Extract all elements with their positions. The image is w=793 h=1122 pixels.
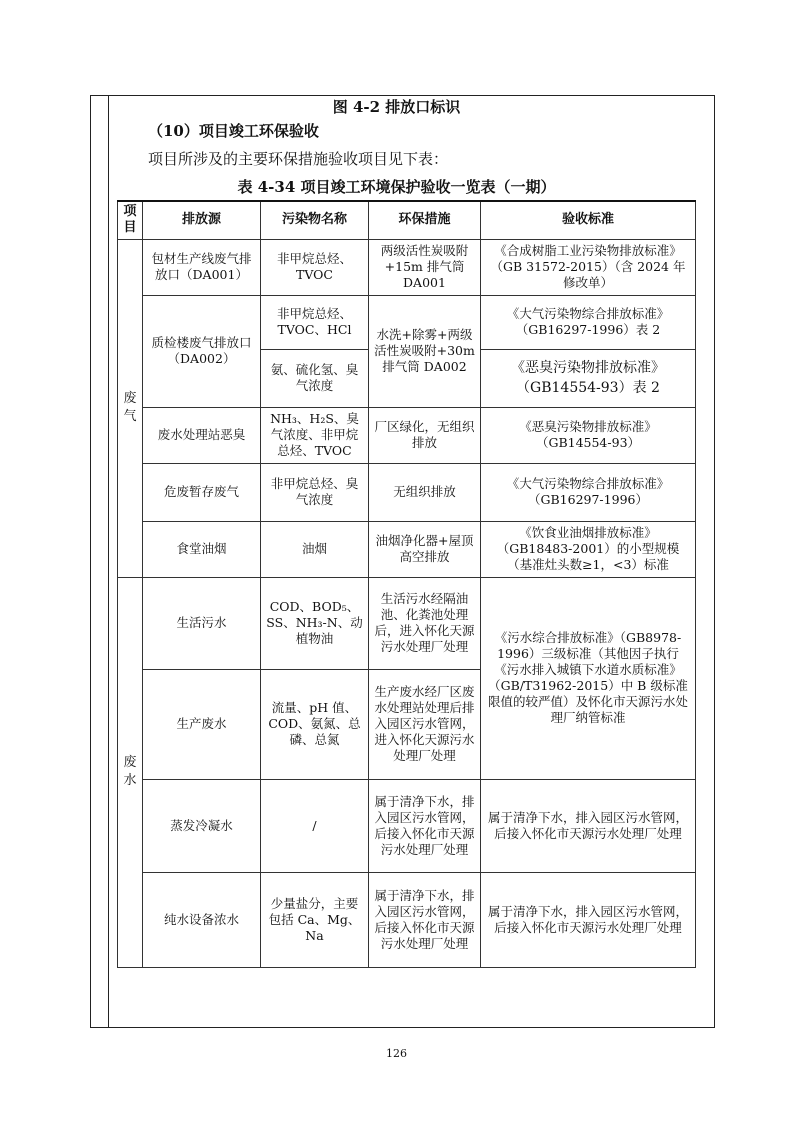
table-row [118, 577, 696, 669]
pollutant-cell: 流量、pH 值、COD、氨氮、总磷、总氮 [261, 669, 369, 779]
table-row [118, 872, 696, 967]
pollutant-cell: / [261, 779, 369, 872]
table-row [118, 295, 696, 349]
pollutant-cell: 少量盐分，主要包括 Ca、Mg、Na [261, 872, 369, 967]
pollutant-cell: 非甲烷总烃、TVOC [261, 239, 369, 295]
header-pollutant: 污染物名称 [261, 201, 369, 239]
measure-cell: 无组织排放 [369, 463, 481, 521]
standard-cell: 《饮食业油烟排放标准》（GB18483-2001）的小型规模（基准灶头数≥1，<3）标准 [481, 521, 696, 577]
table-row [118, 407, 696, 463]
measure-cell: 生活污水经隔油池、化粪池处理后，进入怀化天源污水处理厂处理 [369, 577, 481, 669]
measure-cell: 两级活性炭吸附+15m 排气筒 DA001 [369, 239, 481, 295]
intro-text: 项目所涉及的主要环保措施验收项目见下表： [148, 150, 449, 168]
measure-cell: 生产废水经厂区废水处理站处理后排入园区污水管网，进入怀化天源污水处理厂处理 [369, 669, 481, 779]
pollutant-cell: 非甲烷总烃、臭气浓度 [261, 463, 369, 521]
source-cell: 纯水设备浓水 [143, 872, 261, 967]
page-number: 126 [386, 1047, 407, 1060]
standard-cell: 《污水综合排放标准》（GB8978-1996）三级标准（其他因子执行《污水排入城镇下水道水质标准》（GB/T31962-2015）中 B 级标准限值的较严值）及怀化市天源污水处理厂纳管标准 [481, 577, 696, 779]
standard-cell: 《合成树脂工业污染物排放标准》（GB 31572-2015）（含 2024 年修改单） [481, 239, 696, 295]
standard-cell: 《大气污染物综合排放标准》（GB16297-1996） [481, 463, 696, 521]
source-cell: 蒸发冷凝水 [143, 779, 261, 872]
standard-cell: 《恶臭污染物排放标准》（GB14554-93）表 2 [481, 349, 696, 407]
category-cell: 废气 [118, 239, 143, 577]
measure-cell: 厂区绿化，无组织排放 [369, 407, 481, 463]
standard-cell: 《大气污染物综合排放标准》（GB16297-1996）表 2 [481, 295, 696, 349]
source-cell: 生活污水 [143, 577, 261, 669]
table-header-row [118, 201, 696, 239]
figure-caption: 图 4-2 排放口标识 [332, 98, 461, 116]
standard-cell: 属于清净下水，排入园区污水管网，后接入怀化市天源污水处理厂处理 [481, 872, 696, 967]
pollutant-cell: 非甲烷总烃、TVOC、HCl [261, 295, 369, 349]
table-row [118, 521, 696, 577]
table-row [118, 239, 696, 295]
table-caption: 表 4-34 项目竣工环境保护验收一览表（一期） [237, 178, 556, 196]
measure-cell: 水洗+除雾+两级活性炭吸附+30m 排气筒 DA002 [369, 295, 481, 407]
measure-cell: 油烟净化器+屋顶高空排放 [369, 521, 481, 577]
measure-cell: 属于清净下水，排入园区污水管网，后接入怀化市天源污水处理厂处理 [369, 779, 481, 872]
section-title: （10）项目竣工环保验收 [148, 122, 319, 140]
standard-cell: 《恶臭污染物排放标准》（GB14554-93） [481, 407, 696, 463]
source-cell: 食堂油烟 [143, 521, 261, 577]
source-cell: 废水处理站恶臭 [143, 407, 261, 463]
header-measure: 环保措施 [369, 201, 481, 239]
pollutant-cell: 油烟 [261, 521, 369, 577]
standard-cell: 属于清净下水，排入园区污水管网，后接入怀化市天源污水处理厂处理 [481, 779, 696, 872]
category-cell: 废水 [118, 577, 143, 967]
header-standard: 验收标准 [481, 201, 696, 239]
measure-cell: 属于清净下水，排入园区污水管网，后接入怀化市天源污水处理厂处理 [369, 872, 481, 967]
source-cell: 危废暂存废气 [143, 463, 261, 521]
header-category: 项目 [118, 201, 143, 239]
pollutant-cell: 氨、硫化氢、臭气浓度 [261, 349, 369, 407]
source-cell: 包材生产线废气排放口（DA001） [143, 239, 261, 295]
header-source: 排放源 [143, 201, 261, 239]
source-cell: 质检楼废气排放口（DA002） [143, 295, 261, 407]
pollutant-cell: NH₃、H₂S、臭气浓度、非甲烷总烃、TVOC [261, 407, 369, 463]
pollutant-cell: COD、BOD₅、SS、NH₃-N、动植物油 [261, 577, 369, 669]
table-row [118, 779, 696, 872]
source-cell: 生产废水 [143, 669, 261, 779]
acceptance-table [117, 200, 696, 968]
table-row [118, 463, 696, 521]
